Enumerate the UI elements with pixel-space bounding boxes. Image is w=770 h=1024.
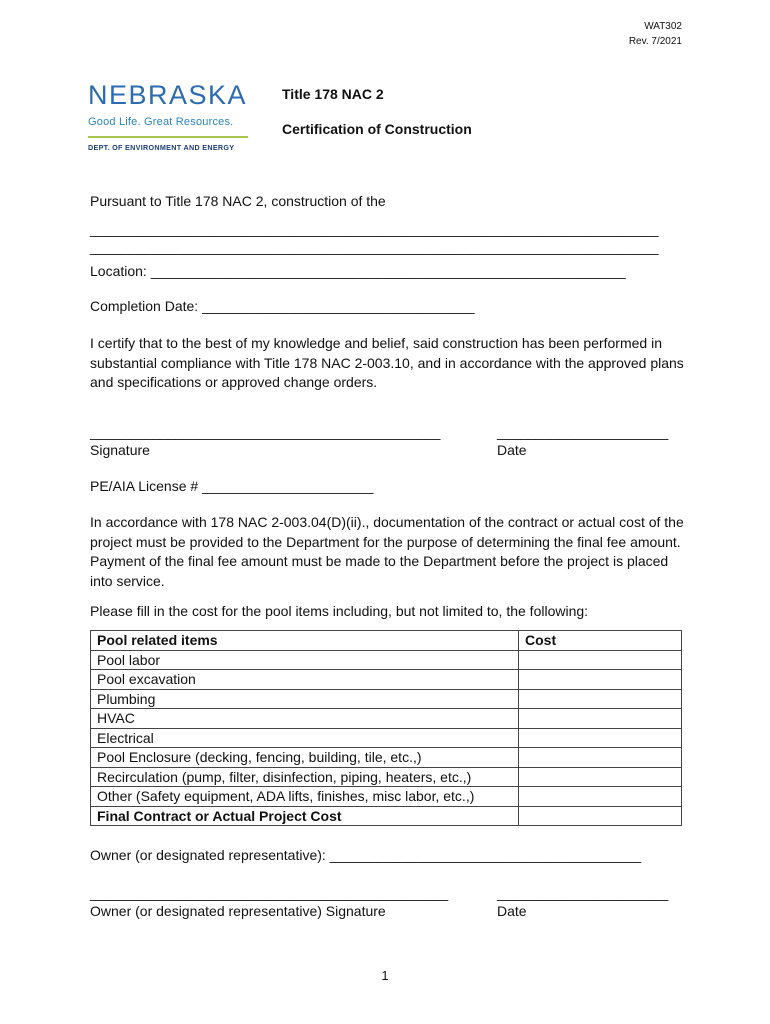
table-header-row [91,631,682,651]
item-cell: Electrical [91,728,519,748]
cost-input-cell[interactable] [519,767,682,787]
cost-input-cell[interactable] [519,689,682,709]
total-cost-label: Final Contract or Actual Project Cost [91,806,519,826]
date-field[interactable]: ______________________ [497,424,669,440]
table-total-row [91,806,682,826]
table-row [91,650,682,670]
owner-date-field[interactable]: ______________________ [497,885,669,901]
owner-field[interactable]: ________________________________________ [329,847,642,863]
table-row [91,748,682,768]
item-cell: Pool labor [91,650,519,670]
license-label: PE/AIA License # [90,478,199,494]
cost-input-cell[interactable] [519,709,682,729]
item-cell: Recirculation (pump, filter, disinfection, piping, heaters, etc.,) [91,767,519,787]
cost-documentation-notice: In accordance with 178 NAC 2-003.04(D)(ii)., documentation of the contract or actual cost of the project must be provided to the Department for the purpose of determining the final fee amount. Payment of the final fee amount must be made to the Department before the project is placed into service. [90,514,684,589]
completion-date-label: Completion Date: [90,298,199,314]
nebraska-logo [88,80,253,152]
logo-tagline: Good Life. Great Resources. [88,116,234,128]
table-row [91,709,682,729]
cost-input-cell[interactable] [519,728,682,748]
owner-label: Owner (or designated representative): [90,847,326,863]
signature-field[interactable]: _____________________________________________ [90,424,441,440]
item-cell: Pool Enclosure (decking, fencing, building, tile, etc.,) [91,748,519,768]
column-header-cost: Cost [519,631,682,651]
total-cost-input-cell[interactable] [519,806,682,826]
location-label: Location: [90,263,147,279]
completion-row [90,298,475,314]
document-subtitle: Certification of Construction [282,121,472,137]
table-row [91,787,682,807]
item-cell: Pool excavation [91,670,519,690]
item-cell: Plumbing [91,689,519,709]
fill-instruction: Please fill in the cost for the pool items including, but not limited to, the following: [90,603,589,619]
license-row [90,478,373,494]
table-row [91,670,682,690]
cost-input-cell[interactable] [519,787,682,807]
revision-date: Rev. 7/2021 [628,36,682,47]
construction-field-line-2[interactable]: _________________________________________________________________________ [90,239,659,255]
owner-signature-label: Owner (or designated representative) Signature [90,903,386,919]
column-header-items: Pool related items [91,631,519,651]
certification-statement: I certify that to the best of my knowledge and belief, said construction has been performed in substantial compliance with Title 178 NAC 2-003.10, and in accordance with the approved plans and specifications or approved change orders. [90,335,684,390]
cost-input-cell[interactable] [519,748,682,768]
pool-cost-table [90,630,682,826]
logo-department: DEPT. OF ENVIRONMENT AND ENERGY [88,143,235,152]
table-row [91,689,682,709]
cost-input-cell[interactable] [519,650,682,670]
document-title: Title 178 NAC 2 [282,86,384,102]
intro-text: Pursuant to Title 178 NAC 2, construction of the [90,193,386,209]
owner-row [90,847,641,863]
logo-wordmark: NEBRASKA [88,80,248,110]
construction-field-line-1[interactable]: _________________________________________________________________________ [90,221,659,237]
form-code-block [629,19,682,49]
page-number: 1 [381,968,389,983]
location-row [90,263,626,279]
table-row [91,767,682,787]
cost-input-cell[interactable] [519,670,682,690]
license-field[interactable]: ______________________ [202,478,374,494]
location-field[interactable]: _____________________________________________________________ [150,263,626,279]
item-cell: HVAC [91,709,519,729]
completion-date-field[interactable]: ___________________________________ [202,298,475,314]
table-row [91,728,682,748]
logo-divider [88,136,248,138]
owner-date-label: Date [497,903,527,919]
item-cell: Other (Safety equipment, ADA lifts, finishes, misc labor, etc.,) [91,787,519,807]
date-label: Date [497,442,527,458]
owner-signature-field[interactable]: ______________________________________________ [90,885,449,901]
form-code: WAT302 [644,21,682,32]
signature-label: Signature [90,442,150,458]
